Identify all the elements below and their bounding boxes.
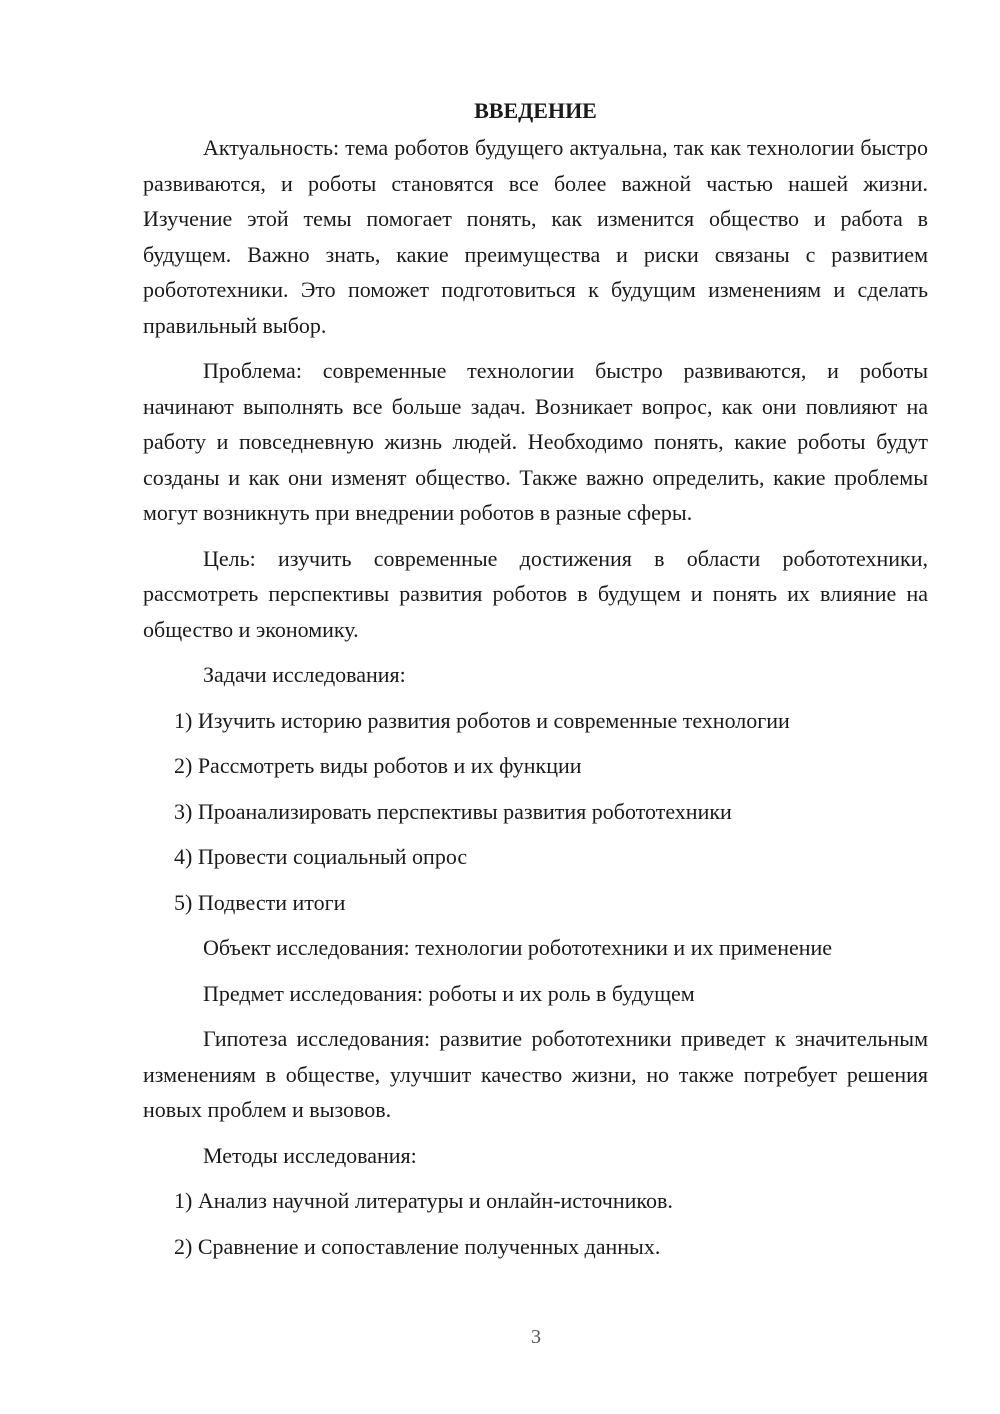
subject-paragraph: Предмет исследования: роботы и их роль в будущем bbox=[203, 980, 695, 1006]
task-item: 1) Изучить историю развития роботов и современные технологии bbox=[174, 707, 790, 733]
hypothesis-paragraph: Гипотеза исследования: развитие робототехники приведет к значительным изменениям в обществе, улучшит качество жизни, но также потребует решения новых проблем и вызовов. bbox=[143, 1026, 928, 1122]
method-item: 1) Анализ научной литературы и онлайн-источников. bbox=[174, 1188, 673, 1213]
task-item: 3) Проанализировать перспективы развития робототехники bbox=[174, 798, 732, 824]
tasks-heading: Задачи исследования: bbox=[203, 662, 406, 687]
relevance-paragraph: Актуальность: тема роботов будущего актуальна, так как технологии быстро развиваются, и роботы становятся все более важной частью нашей жизни. Изучение этой темы помогает понять, как изменится общество и работа в будущем. Важно знать, какие преимущества и риски связаны с развитием робототехники. Это поможет подготовиться к будущим изменениям и сделать правильный выбор. bbox=[143, 135, 928, 338]
problem-paragraph: Проблема: современные технологии быстро развиваются, и роботы начинают выполнять все больше задач. Возникает вопрос, как они повлияют на работу и повседневную жизнь людей. Необходимо понять, какие роботы будут созданы и как они изменят общество. Также важно определить, какие проблемы могут возникнуть при внедрении роботов в разные сферы. bbox=[143, 358, 928, 525]
task-item: 4) Провести социальный опрос bbox=[174, 844, 468, 869]
task-item: 2) Рассмотреть виды роботов и их функции bbox=[174, 753, 582, 778]
section-title: ВВЕДЕНИЕ bbox=[474, 98, 597, 123]
object-paragraph: Объект исследования: технологии робототехники и их применение bbox=[203, 935, 833, 960]
methods-heading: Методы исследования: bbox=[203, 1142, 417, 1168]
task-item: 5) Подвести итоги bbox=[174, 889, 346, 915]
method-item: 2) Сравнение и сопоставление полученных данных. bbox=[174, 1233, 661, 1259]
page-number: 3 bbox=[531, 1326, 541, 1348]
page-content bbox=[143, 93, 928, 1274]
goal-paragraph: Цель: изучить современные достижения в области робототехники, рассмотреть перспективы развития роботов в будущем и понять их влияние на общество и экономику. bbox=[143, 545, 928, 642]
